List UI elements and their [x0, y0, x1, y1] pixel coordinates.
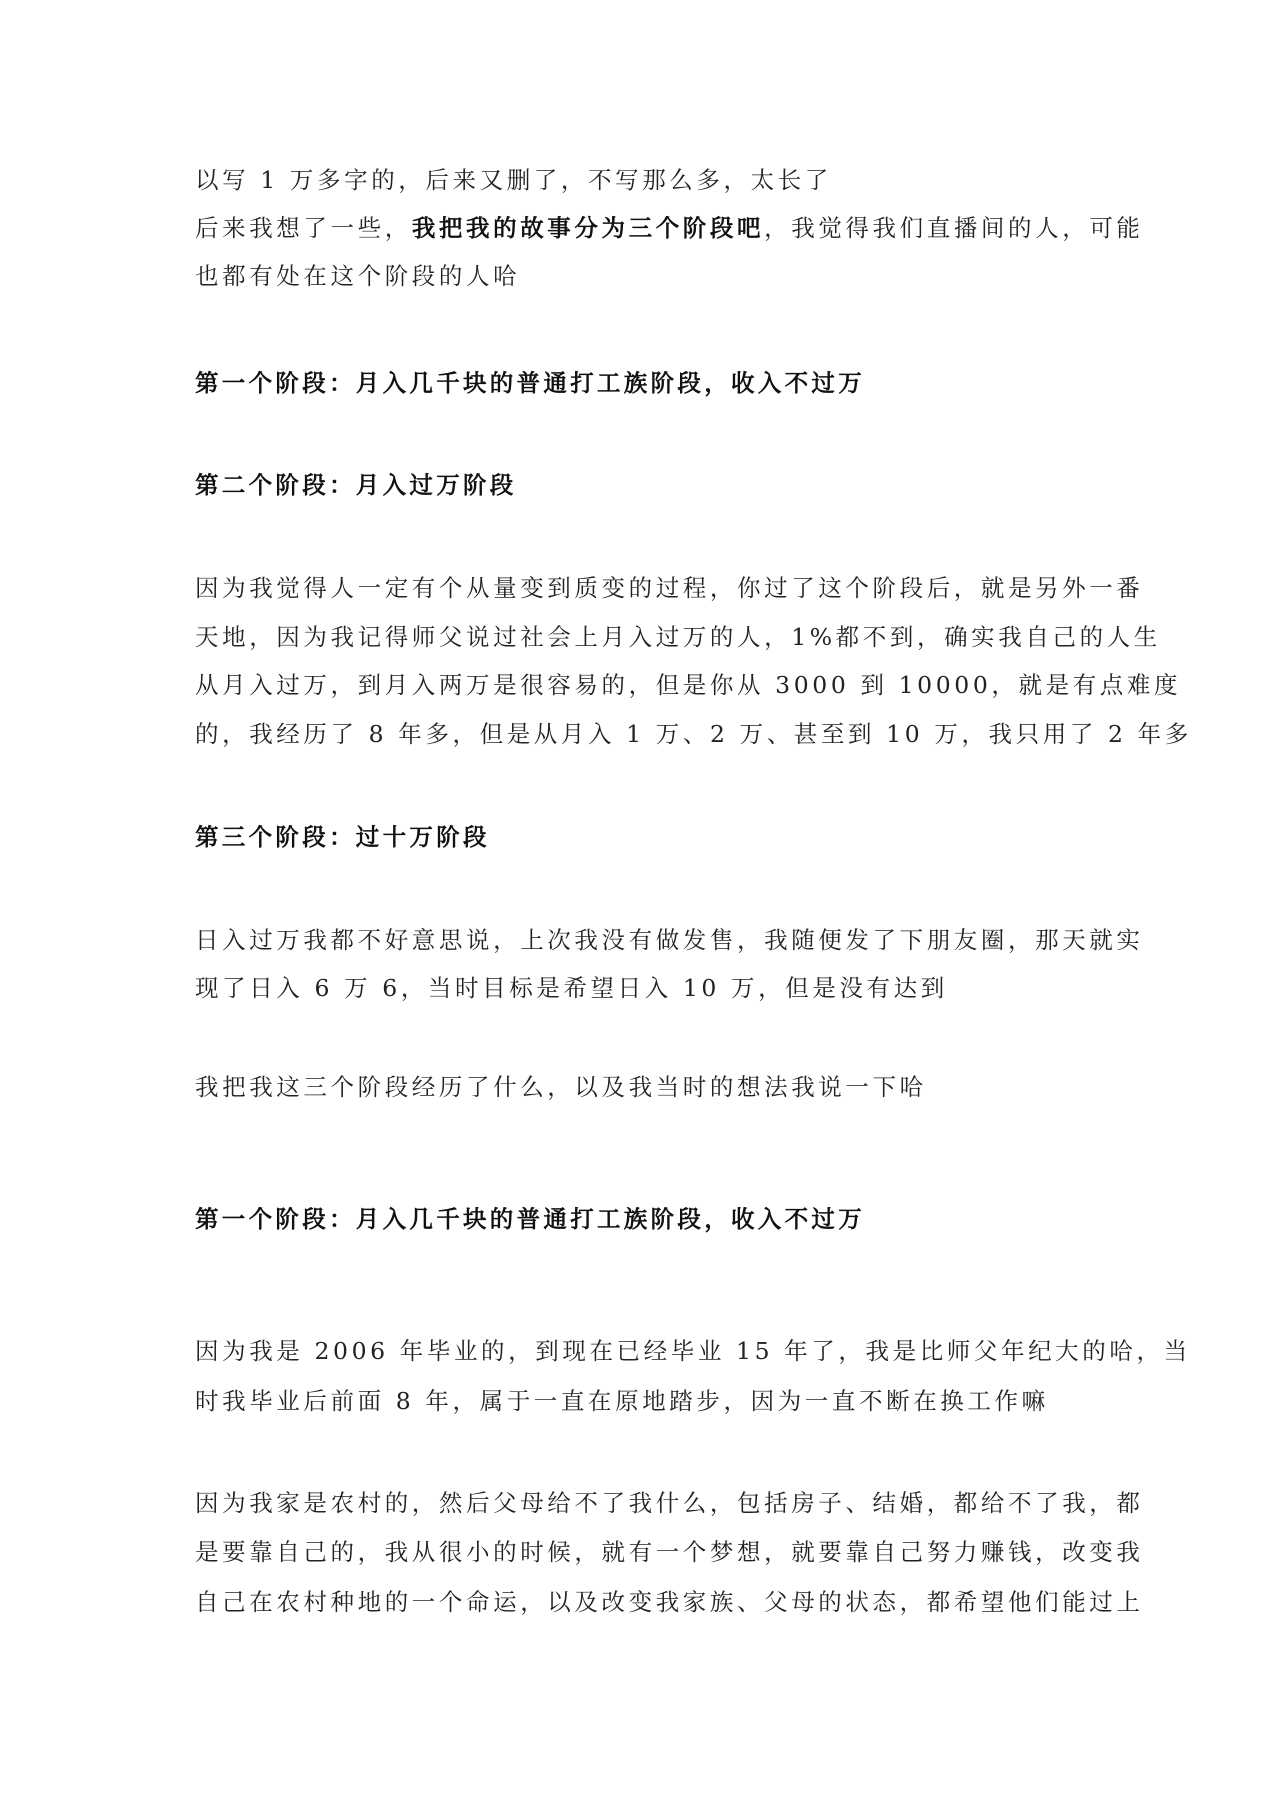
section-heading: 第一个阶段：月入几千块的普通打工族阶段，收入不过万	[195, 369, 865, 397]
paragraph-line: 因为我觉得人一定有个从量变到质变的过程，你过了这个阶段后，就是另外一番	[195, 574, 1144, 602]
text-run: ，我觉得我们直播间的人，可能	[764, 214, 1144, 242]
section-heading: 第一个阶段：月入几千块的普通打工族阶段，收入不过万	[195, 1205, 865, 1233]
paragraph-line: 天地，因为我记得师父说过社会上月入过万的人，1%都不到，确实我自己的人生	[195, 623, 1161, 651]
paragraph-line: 是要靠自己的，我从很小的时候，就有一个梦想，就要靠自己努力赚钱，改变我	[195, 1538, 1144, 1566]
paragraph-line: 时我毕业后前面 8 年，属于一直在原地踏步，因为一直不断在换工作嘛	[195, 1387, 1049, 1415]
paragraph-line: 自己在农村种地的一个命运，以及改变我家族、父母的状态，都希望他们能过上	[195, 1588, 1144, 1616]
section-heading: 第三个阶段：过十万阶段	[195, 823, 490, 851]
emphasized-text: 我把我的故事分为三个阶段吧	[411, 214, 765, 242]
paragraph-line: 也都有处在这个阶段的人哈	[195, 262, 521, 290]
paragraph-line: 的，我经历了 8 年多，但是从月入 1 万、2 万、甚至到 10 万，我只用了 2 年多	[195, 720, 1192, 748]
paragraph-line: 日入过万我都不好意思说，上次我没有做发售，我随便发了下朋友圈，那天就实	[195, 926, 1144, 954]
paragraph-line: 从月入过万，到月入两万是很容易的，但是你从 3000 到 10000，就是有点难度	[195, 671, 1182, 699]
paragraph-line: 我把我这三个阶段经历了什么，以及我当时的想法我说一下哈	[195, 1073, 927, 1101]
text-run: 后来我想了一些，	[195, 214, 412, 242]
section-heading: 第二个阶段：月入过万阶段	[195, 471, 517, 499]
paragraph-line: 以写 1 万多字的，后来又删了，不写那么多，太长了	[195, 166, 832, 194]
paragraph-line: 现了日入 6 万 6，当时目标是希望日入 10 万，但是没有达到	[195, 974, 948, 1002]
paragraph-line: 因为我是 2006 年毕业的，到现在已经毕业 15 年了，我是比师父年纪大的哈，当	[195, 1337, 1191, 1365]
paragraph-line-mixed	[195, 211, 1144, 245]
paragraph-line: 因为我家是农村的，然后父母给不了我什么，包括房子、结婚，都给不了我，都	[195, 1489, 1144, 1517]
